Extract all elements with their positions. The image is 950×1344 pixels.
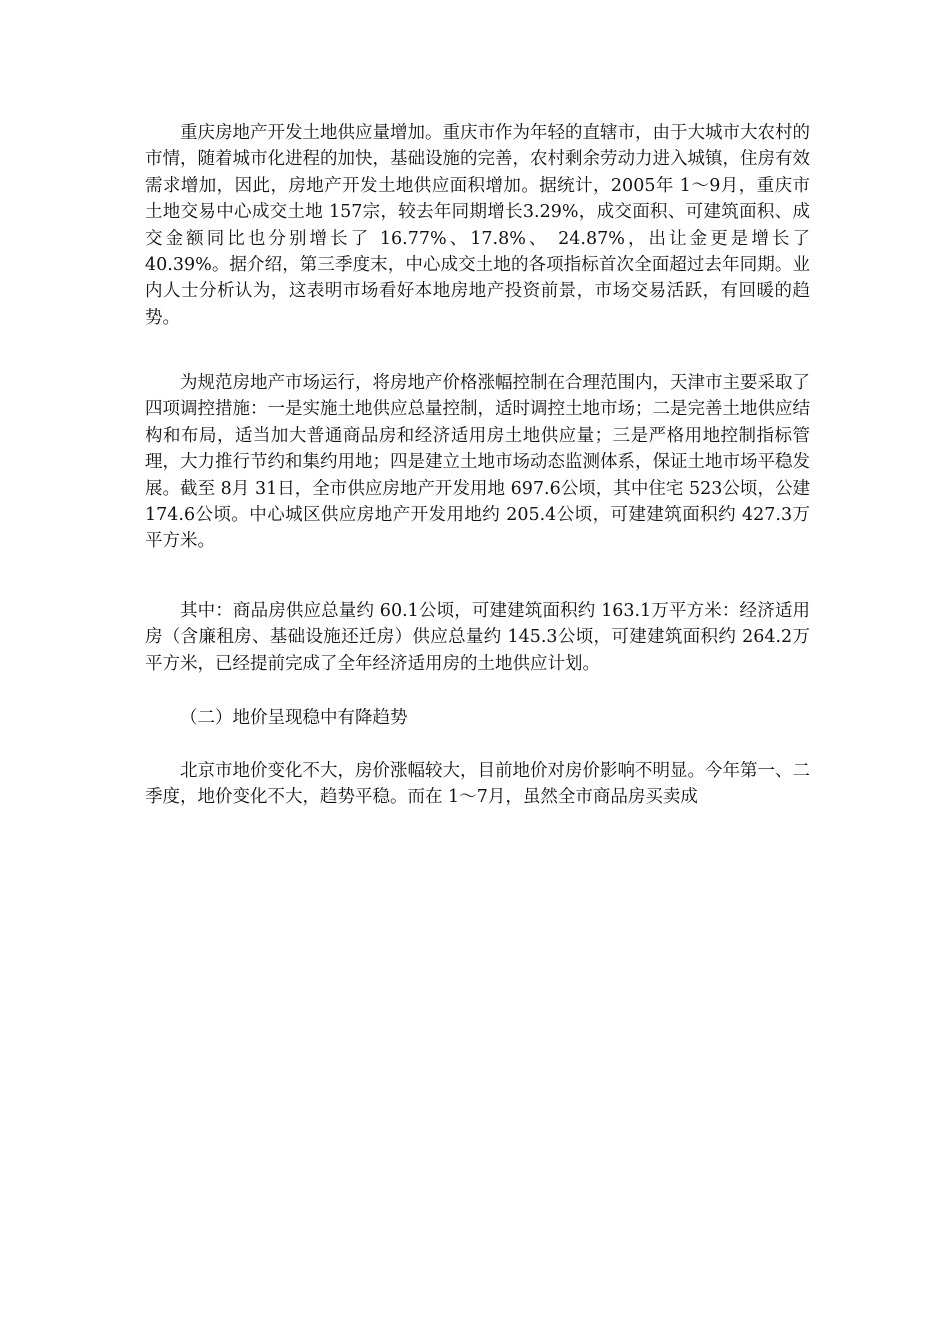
section-heading-land-price: （二）地价呈现稳中有降趋势 <box>180 708 408 728</box>
paragraph-chongqing-land-supply: 重庆房地产开发土地供应量增加。重庆市作为年轻的直辖市，由于大城市大农村的市情，随着城市化进程的加快，基础设施的完善，农村剩余劳动力进入城镇，住房有效需求增加，因此，房地产开发土地供应面积增加。据统计，2005年 1～9月，重庆市土地交易中心成交土地 157宗，较去年同期增长3.29%，成交面积、可建筑面积、成交金额同比也分别增长了 16.77%、17.8%、 24.87%，出让金更是增长了 40.39%。据介绍，第三季度末，中心成交土地的各项指标首次全面超过去年同期。业内人士分析认为，这表明市场看好本地房地产投资前景，市场交易活跃，有回暖的趋势。 <box>145 123 810 328</box>
paragraph-housing-supply-detail: 其中：商品房供应总量约 60.1公顷，可建建筑面积约 163.1万平方米：经济适用房（含廉租房、基础设施还迁房）供应总量约 145.3公顷，可建建筑面积约 264.2万平方米，已经提前完成了全年经济适用房的土地供应计划。 <box>145 601 810 674</box>
paragraph-beijing-land-price: 北京市地价变化不大，房价涨幅较大，目前地价对房价影响不明显。今年第一、二季度，地价变化不大，趋势平稳。而在 1～7月，虽然全市商品房买卖成 <box>145 761 810 808</box>
paragraph-tianjin-regulation: 为规范房地产市场运行，将房地产价格涨幅控制在合理范围内，天津市主要采取了四项调控措施：一是实施土地供应总量控制，适时调控土地市场；二是完善土地供应结构和布局，适当加大普通商品房和经济适用房土地供应量；三是严格用地控制指标管理，大力推行节约和集约用地；四是建立土地市场动态监测体系，保证土地市场平稳发展。截至 8月 31日，全市供应房地产开发用地 697.6公顷，其中住宅 523公顷，公建 174.6公顷。中心城区供应房地产开发用地约 205.4公顷，可建建筑面积约 427.3万平方米。 <box>145 373 810 552</box>
